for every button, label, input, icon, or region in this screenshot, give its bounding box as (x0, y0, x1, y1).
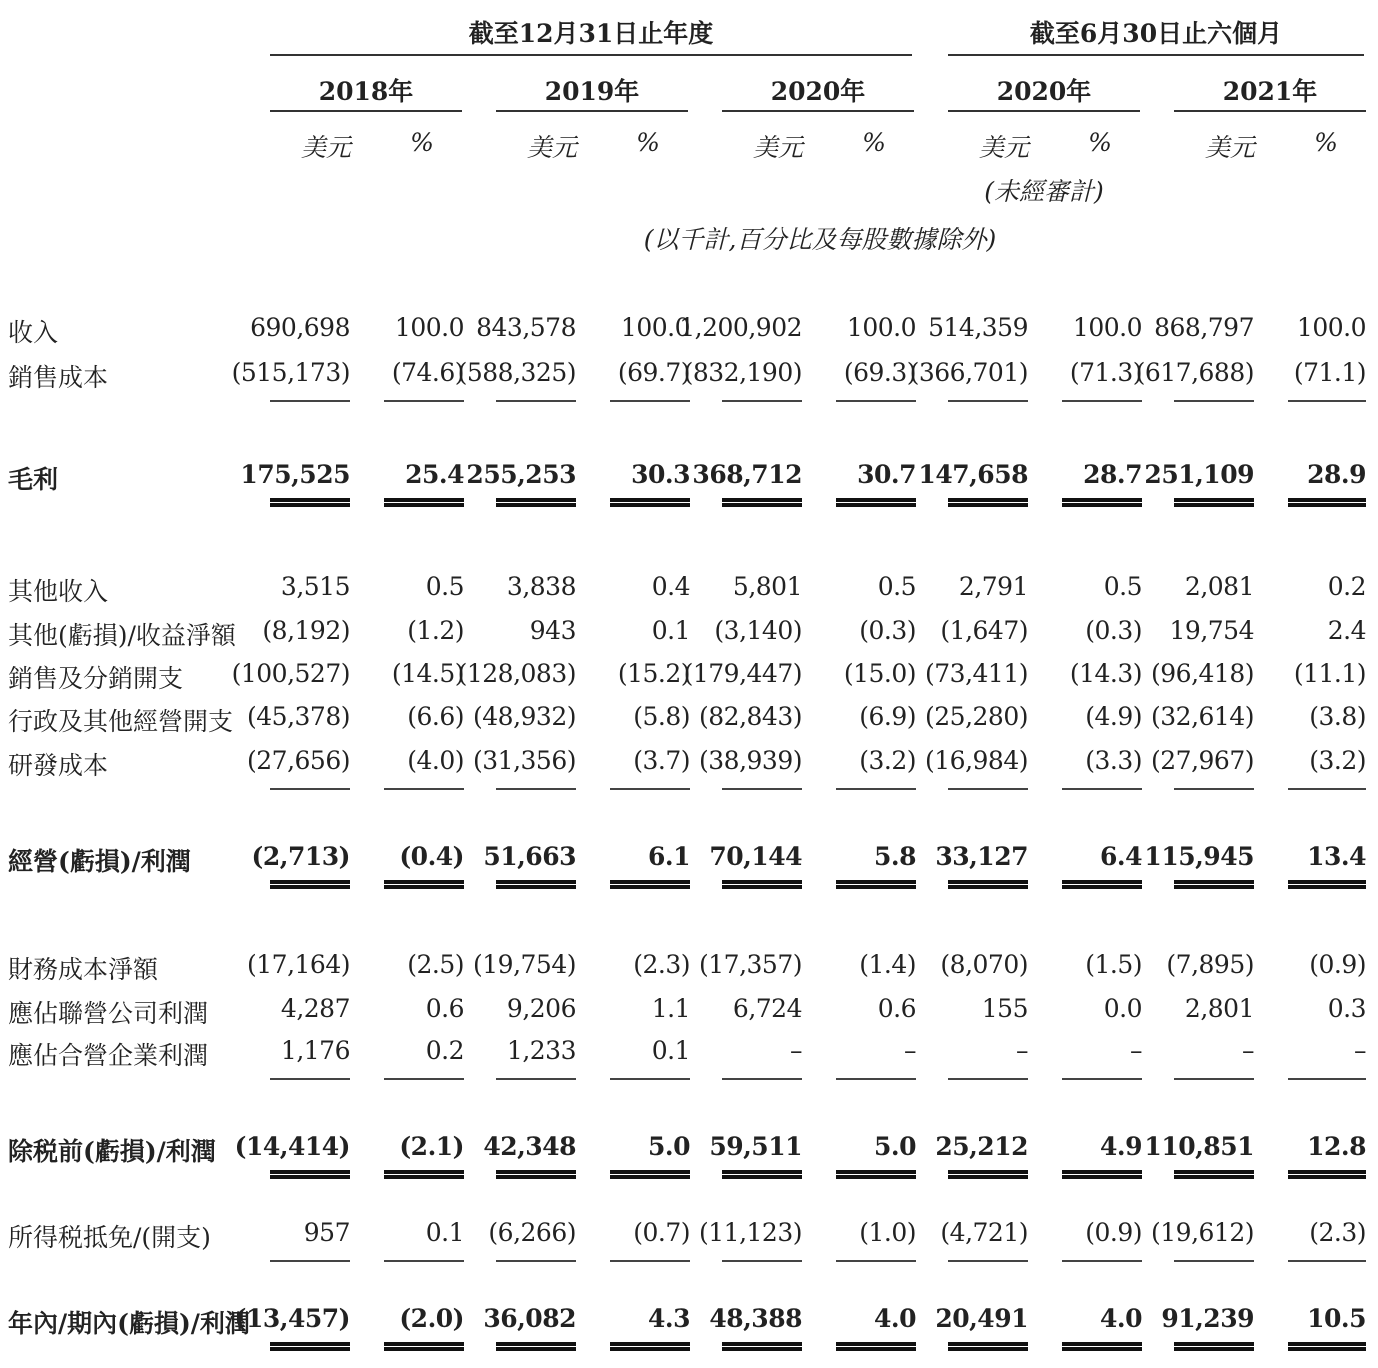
subtotal-rule (836, 788, 916, 790)
amount-cell: (832,190) (683, 358, 802, 387)
percent-cell: 5.0 (648, 1132, 690, 1161)
total-double-rule (270, 1170, 350, 1179)
amount-cell: 19,754 (1169, 616, 1254, 645)
amount-cell: 3,515 (280, 572, 350, 601)
unit-usd: 美元 (752, 133, 803, 162)
amount-cell: (8,192) (262, 616, 350, 645)
amount-cell: 843,578 (476, 313, 576, 342)
total-double-rule (270, 498, 350, 507)
percent-cell: 0.1 (425, 1218, 464, 1247)
subtotal-rule (722, 788, 802, 790)
amount-cell: 70,144 (709, 842, 802, 871)
subtotal-rule (722, 1078, 802, 1080)
amount-cell: 514,359 (928, 313, 1028, 342)
amount-cell: (31,356) (473, 746, 576, 775)
amount-cell: 2,791 (958, 572, 1028, 601)
percent-cell: 100.0 (846, 313, 916, 342)
subtotal-rule (836, 1260, 916, 1262)
total-double-rule (948, 498, 1028, 507)
amount-cell: (32,614) (1151, 702, 1254, 731)
percent-cell: 4.9 (1100, 1132, 1142, 1161)
percent-cell: 28.7 (1083, 460, 1142, 489)
header-group-year-rule (270, 54, 912, 56)
subtotal-rule (1174, 1078, 1254, 1080)
amount-cell: (2,713) (251, 842, 350, 871)
unit-usd: 美元 (1204, 133, 1255, 162)
amount-cell: (19,612) (1151, 1218, 1254, 1247)
amount-cell: 42,348 (483, 1132, 576, 1161)
subtotal-rule (270, 1078, 350, 1080)
total-double-rule (948, 880, 1028, 889)
amount-cell: (45,378) (247, 702, 350, 731)
subtotal-rule (270, 788, 350, 790)
amount-cell: (16,984) (925, 746, 1028, 775)
subtotal-rule (496, 788, 576, 790)
amount-cell: 1,176 (280, 1036, 350, 1065)
percent-cell: 4.0 (1100, 1304, 1142, 1333)
row-label: 應佔合營企業利潤 (8, 1041, 209, 1070)
amount-cell: 2,801 (1184, 994, 1254, 1023)
amount-cell: (179,447) (683, 659, 802, 688)
amount-cell: 251,109 (1144, 460, 1254, 489)
percent-cell: (71.3) (1069, 358, 1142, 387)
total-double-rule (610, 1342, 690, 1351)
total-double-rule (1174, 1170, 1254, 1179)
header-group-half-rule (948, 54, 1364, 56)
total-double-rule (722, 1342, 802, 1351)
percent-cell: 0.5 (877, 572, 916, 601)
unaudited-note: (未經審計) (984, 177, 1104, 206)
total-double-rule (836, 498, 916, 507)
year-2019-rule (496, 110, 688, 112)
amount-cell: (17,164) (247, 950, 350, 979)
percent-cell: (1.2) (407, 616, 464, 645)
amount-cell: 1,200,902 (679, 313, 802, 342)
row-label: 毛利 (8, 465, 59, 494)
amount-cell: (6,266) (488, 1218, 576, 1247)
percent-cell: (15.0) (843, 659, 916, 688)
percent-cell: 0.5 (425, 572, 464, 601)
amount-cell: 1,233 (506, 1036, 576, 1065)
total-double-rule (1062, 498, 1142, 507)
amount-cell: (1,647) (940, 616, 1028, 645)
total-double-rule (1062, 880, 1142, 889)
percent-cell: – (1354, 1036, 1366, 1065)
amount-cell: 115,945 (1144, 842, 1254, 871)
unit-usd: 美元 (526, 133, 577, 162)
amount-cell: 20,491 (935, 1304, 1028, 1333)
amount-cell: 51,663 (483, 842, 576, 871)
amount-cell: (128,083) (457, 659, 576, 688)
total-double-rule (496, 880, 576, 889)
amount-cell: (13,457) (234, 1304, 350, 1333)
subtotal-rule (496, 1260, 576, 1262)
percent-cell: 5.0 (874, 1132, 916, 1161)
percent-cell: 0.5 (1103, 572, 1142, 601)
unit-pct: % (862, 128, 886, 157)
subtotal-rule (1174, 400, 1254, 402)
amount-cell: 155 (981, 994, 1028, 1023)
amount-cell: – (1242, 1036, 1254, 1065)
header-group-year: 截至12月31日止年度 (468, 19, 714, 48)
amount-cell: (366,701) (909, 358, 1028, 387)
unit-usd: 美元 (300, 133, 351, 162)
percent-cell: 25.4 (405, 460, 464, 489)
percent-cell: (5.8) (633, 702, 690, 731)
total-double-rule (836, 1170, 916, 1179)
amount-cell: 9,206 (506, 994, 576, 1023)
amount-cell: (27,967) (1151, 746, 1254, 775)
amount-cell: (588,325) (457, 358, 576, 387)
subtotal-rule (384, 788, 464, 790)
amount-cell: 33,127 (935, 842, 1028, 871)
percent-cell: 12.8 (1307, 1132, 1366, 1161)
percent-cell: (0.4) (399, 842, 464, 871)
total-double-rule (384, 498, 464, 507)
percent-cell: (3.8) (1309, 702, 1366, 731)
amount-cell: 59,511 (709, 1132, 802, 1161)
percent-cell: 100.0 (1296, 313, 1366, 342)
percent-cell: (14.3) (1069, 659, 1142, 688)
half-2021-rule (1174, 110, 1366, 112)
unit-pct: % (410, 128, 434, 157)
amount-cell: 957 (303, 1218, 350, 1247)
percent-cell: 13.4 (1307, 842, 1366, 871)
subtotal-rule (610, 400, 690, 402)
header-group-half: 截至6月30日止六個月 (1029, 19, 1283, 48)
row-label: 銷售及分銷開支 (8, 664, 184, 693)
units-note: (以千計,百分比及每股數據除外) (643, 225, 997, 254)
amount-cell: 36,082 (483, 1304, 576, 1333)
percent-cell: (2.5) (407, 950, 464, 979)
amount-cell: 868,797 (1154, 313, 1254, 342)
subtotal-rule (496, 1078, 576, 1080)
amount-cell: (73,411) (925, 659, 1028, 688)
total-double-rule (384, 880, 464, 889)
amount-cell: (11,123) (699, 1218, 802, 1247)
percent-cell: 5.8 (874, 842, 916, 871)
percent-cell: (2.1) (399, 1132, 464, 1161)
total-double-rule (948, 1170, 1028, 1179)
row-label: 年內/期內(虧損)/利潤 (8, 1309, 250, 1338)
subtotal-rule (1288, 788, 1366, 790)
percent-cell: (3.7) (633, 746, 690, 775)
subtotal-rule (1174, 788, 1254, 790)
percent-cell: 0.0 (1103, 994, 1142, 1023)
total-double-rule (1288, 1342, 1366, 1351)
percent-cell: (6.9) (859, 702, 916, 731)
total-double-rule (836, 880, 916, 889)
subtotal-rule (610, 1078, 690, 1080)
subtotal-rule (496, 400, 576, 402)
total-double-rule (270, 1342, 350, 1351)
amount-cell: (515,173) (231, 358, 350, 387)
subtotal-rule (1288, 400, 1366, 402)
subtotal-rule (722, 1260, 802, 1262)
percent-cell: (71.1) (1293, 358, 1366, 387)
subtotal-rule (1062, 400, 1142, 402)
percent-cell: 100.0 (394, 313, 464, 342)
amount-cell: (96,418) (1151, 659, 1254, 688)
amount-cell: (82,843) (699, 702, 802, 731)
amount-cell: 25,212 (935, 1132, 1028, 1161)
percent-cell: (0.7) (633, 1218, 690, 1247)
half-2021: 2021年 (1222, 77, 1318, 106)
year-2020: 2020年 (770, 77, 866, 106)
amount-cell: 5,801 (732, 572, 802, 601)
percent-cell: 0.6 (877, 994, 916, 1023)
row-label: 應佔聯營公司利潤 (8, 999, 209, 1028)
percent-cell: 6.1 (648, 842, 690, 871)
subtotal-rule (270, 1260, 350, 1262)
total-double-rule (384, 1342, 464, 1351)
amount-cell: (3,140) (714, 616, 802, 645)
percent-cell: (0.9) (1085, 1218, 1142, 1247)
amount-cell: 255,253 (466, 460, 576, 489)
percent-cell: 0.6 (425, 994, 464, 1023)
subtotal-rule (1174, 1260, 1254, 1262)
amount-cell: 91,239 (1161, 1304, 1254, 1333)
amount-cell: 147,658 (918, 460, 1028, 489)
percent-cell: 100.0 (1072, 313, 1142, 342)
amount-cell: 175,525 (240, 460, 350, 489)
amount-cell: 943 (529, 616, 576, 645)
total-double-rule (1174, 880, 1254, 889)
percent-cell: (3.3) (1085, 746, 1142, 775)
row-label: 財務成本淨額 (8, 955, 159, 984)
amount-cell: (8,070) (940, 950, 1028, 979)
percent-cell: 0.2 (425, 1036, 464, 1065)
percent-cell: (14.5) (391, 659, 464, 688)
amount-cell: 2,081 (1184, 572, 1254, 601)
percent-cell: 4.3 (648, 1304, 690, 1333)
percent-cell: 0.3 (1327, 994, 1366, 1023)
percent-cell: 30.3 (631, 460, 690, 489)
subtotal-rule (948, 1260, 1028, 1262)
amount-cell: 6,724 (732, 994, 802, 1023)
year-2018: 2018年 (318, 77, 414, 106)
total-double-rule (1174, 498, 1254, 507)
percent-cell: 1.1 (651, 994, 690, 1023)
percent-cell: 0.2 (1327, 572, 1366, 601)
percent-cell: 0.1 (651, 1036, 690, 1065)
total-double-rule (610, 498, 690, 507)
total-double-rule (496, 1170, 576, 1179)
row-label: 行政及其他經營開支 (8, 707, 234, 736)
percent-cell: (2.0) (399, 1304, 464, 1333)
amount-cell: 3,838 (506, 572, 576, 601)
total-double-rule (722, 1170, 802, 1179)
percent-cell: 4.0 (874, 1304, 916, 1333)
total-double-rule (1288, 880, 1366, 889)
amount-cell: (27,656) (247, 746, 350, 775)
percent-cell: (3.2) (859, 746, 916, 775)
total-double-rule (270, 880, 350, 889)
amount-cell: 4,287 (280, 994, 350, 1023)
amount-cell: (38,939) (699, 746, 802, 775)
percent-cell: – (1130, 1036, 1142, 1065)
amount-cell: (14,414) (234, 1132, 350, 1161)
percent-cell: 100.0 (620, 313, 690, 342)
subtotal-rule (836, 1078, 916, 1080)
year-2019: 2019年 (544, 77, 640, 106)
amount-cell: 368,712 (692, 460, 802, 489)
total-double-rule (610, 1170, 690, 1179)
amount-cell: (617,688) (1135, 358, 1254, 387)
total-double-rule (722, 498, 802, 507)
unit-pct: % (636, 128, 660, 157)
subtotal-rule (1062, 788, 1142, 790)
percent-cell: (4.0) (407, 746, 464, 775)
year-2018-rule (270, 110, 462, 112)
percent-cell: (15.2) (617, 659, 690, 688)
row-label: 所得税抵免/(開支) (8, 1223, 211, 1252)
amount-cell: – (790, 1036, 802, 1065)
amount-cell: (19,754) (473, 950, 576, 979)
percent-cell: (0.3) (1085, 616, 1142, 645)
subtotal-rule (948, 400, 1028, 402)
subtotal-rule (1288, 1260, 1366, 1262)
amount-cell: (100,527) (231, 659, 350, 688)
percent-cell: (1.5) (1085, 950, 1142, 979)
percent-cell: (4.9) (1085, 702, 1142, 731)
amount-cell: (4,721) (940, 1218, 1028, 1247)
subtotal-rule (722, 400, 802, 402)
total-double-rule (1288, 1170, 1366, 1179)
half-2020-rule (948, 110, 1140, 112)
subtotal-rule (384, 400, 464, 402)
row-label: 其他(虧損)/收益淨額 (8, 621, 236, 650)
amount-cell: 48,388 (709, 1304, 802, 1333)
total-double-rule (1062, 1170, 1142, 1179)
percent-cell: 28.9 (1307, 460, 1366, 489)
percent-cell: 30.7 (857, 460, 916, 489)
subtotal-rule (948, 1078, 1028, 1080)
total-double-rule (836, 1342, 916, 1351)
subtotal-rule (610, 1260, 690, 1262)
year-2020-rule (722, 110, 914, 112)
percent-cell: (69.3) (843, 358, 916, 387)
total-double-rule (1288, 498, 1366, 507)
row-label: 其他收入 (8, 577, 109, 606)
subtotal-rule (1062, 1078, 1142, 1080)
amount-cell: 110,851 (1144, 1132, 1254, 1161)
total-double-rule (1062, 1342, 1142, 1351)
subtotal-rule (270, 400, 350, 402)
amount-cell: (7,895) (1166, 950, 1254, 979)
percent-cell: (6.6) (407, 702, 464, 731)
subtotal-rule (948, 788, 1028, 790)
unit-usd: 美元 (978, 133, 1029, 162)
subtotal-rule (384, 1260, 464, 1262)
percent-cell: (1.4) (859, 950, 916, 979)
percent-cell: (69.7) (617, 358, 690, 387)
total-double-rule (496, 498, 576, 507)
percent-cell: (0.9) (1309, 950, 1366, 979)
row-label: 研發成本 (8, 751, 109, 780)
total-double-rule (948, 1342, 1028, 1351)
unit-pct: % (1314, 128, 1338, 157)
total-double-rule (496, 1342, 576, 1351)
half-2020: 2020年 (996, 77, 1092, 106)
amount-cell: (25,280) (925, 702, 1028, 731)
total-double-rule (722, 880, 802, 889)
percent-cell: 2.4 (1327, 616, 1366, 645)
percent-cell: (2.3) (1309, 1218, 1366, 1247)
total-double-rule (384, 1170, 464, 1179)
amount-cell: – (1016, 1036, 1028, 1065)
subtotal-rule (1288, 1078, 1366, 1080)
unit-pct: % (1088, 128, 1112, 157)
total-double-rule (610, 880, 690, 889)
amount-cell: (17,357) (699, 950, 802, 979)
percent-cell: (74.6) (391, 358, 464, 387)
percent-cell: 0.1 (651, 616, 690, 645)
percent-cell: 0.4 (651, 572, 690, 601)
row-label: 經營(虧損)/利潤 (8, 847, 191, 876)
total-double-rule (1174, 1342, 1254, 1351)
subtotal-rule (384, 1078, 464, 1080)
percent-cell: 10.5 (1307, 1304, 1366, 1333)
percent-cell: (2.3) (633, 950, 690, 979)
row-label: 除税前(虧損)/利潤 (8, 1137, 216, 1166)
amount-cell: 690,698 (250, 313, 350, 342)
subtotal-rule (1062, 1260, 1142, 1262)
amount-cell: (48,932) (473, 702, 576, 731)
row-label: 收入 (8, 318, 59, 347)
row-label: 銷售成本 (8, 363, 109, 392)
percent-cell: (3.2) (1309, 746, 1366, 775)
percent-cell: (1.0) (859, 1218, 916, 1247)
percent-cell: – (904, 1036, 916, 1065)
percent-cell: (0.3) (859, 616, 916, 645)
percent-cell: 6.4 (1100, 842, 1142, 871)
subtotal-rule (610, 788, 690, 790)
subtotal-rule (836, 400, 916, 402)
percent-cell: (11.1) (1293, 659, 1366, 688)
